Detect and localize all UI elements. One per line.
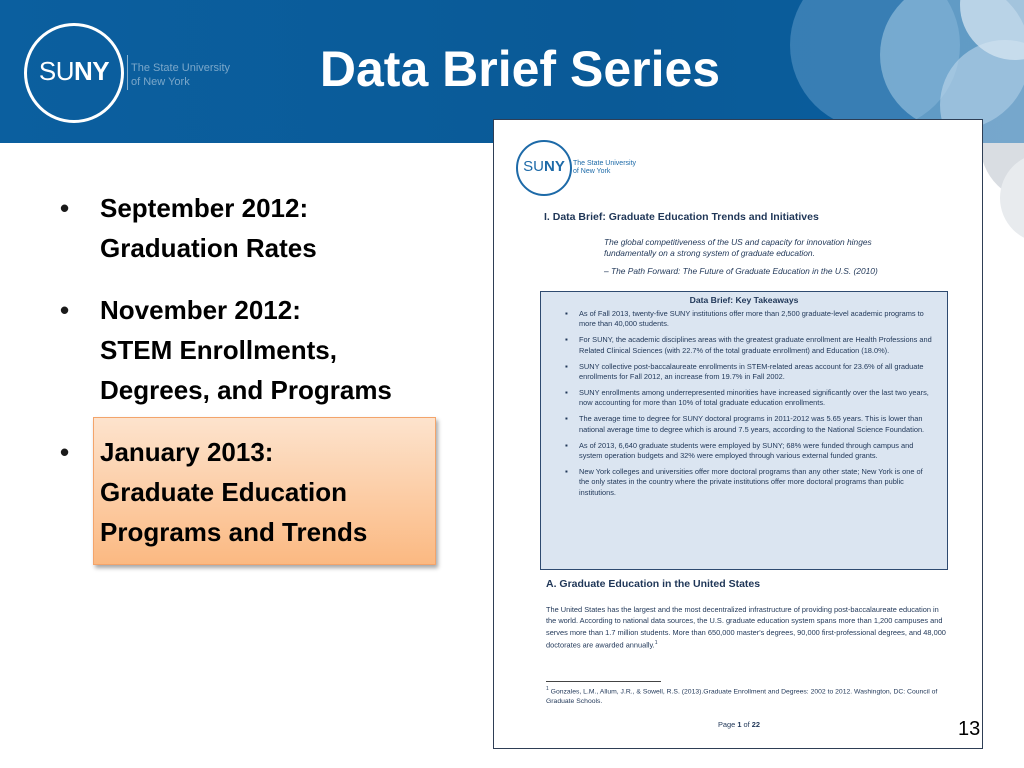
bullet-line: Degrees, and Programs bbox=[100, 375, 392, 405]
logo-subtitle-line2: of New York bbox=[131, 76, 190, 88]
slide-title: Data Brief Series bbox=[319, 41, 721, 97]
key-takeaway-item: ▪ As of Fall 2013, twenty-five SUNY institutions offer more than 2,500 graduate-level academic programs to more than 40,000 students. bbox=[565, 309, 933, 330]
bullet-line: November 2012: bbox=[100, 295, 301, 325]
key-takeaway-item: ▪ The average time to degree for SUNY doctoral programs in 2011-2012 was 5.65 years. This is lower than national average time to degree which is around 7.5 years, according to the National Science Foundation. bbox=[565, 414, 933, 435]
bullet-dot: • bbox=[60, 295, 70, 325]
doc-logo-text-main: SU bbox=[523, 158, 544, 175]
key-takeaway-item: ▪ New York colleges and universities offer more doctoral programs than any other state; New York is one of the only states in the country where the private institutions offer more doctoral programs than public institutions. bbox=[565, 467, 933, 498]
footnote-mark: 1 bbox=[546, 686, 549, 692]
bullet-line: Graduate Education bbox=[100, 477, 348, 507]
doc-heading: I. Data Brief: Graduate Education Trends and Initiatives bbox=[544, 211, 819, 223]
bullet-item bbox=[60, 290, 460, 410]
bullet-line: September 2012: bbox=[100, 193, 309, 223]
logo-text-bold: NY bbox=[74, 56, 110, 86]
doc-logo-text-bold: NY bbox=[544, 158, 565, 175]
bullet-list bbox=[60, 188, 460, 574]
doc-suny-logo bbox=[516, 158, 572, 175]
doc-page-indicator bbox=[494, 720, 983, 729]
logo-divider bbox=[127, 55, 128, 90]
key-takeaway-item: ▪ For SUNY, the academic disciplines areas with the greatest graduate enrollment are Health Professions and Related Clinical Sciences (with 22.7% of the total graduate enrollment) and Education (18.0%). bbox=[565, 335, 933, 356]
doc-section-heading: A. Graduate Education in the United States bbox=[546, 578, 761, 590]
logo-text-main: SU bbox=[38, 56, 74, 86]
document-thumbnail bbox=[493, 119, 983, 749]
bullet-line: Programs and Trends bbox=[100, 517, 368, 547]
doc-quote-source: – The Path Forward: The Future of Graduate Education in the U.S. (2010) bbox=[604, 266, 878, 276]
doc-paragraph bbox=[546, 604, 946, 651]
doc-logo-subtitle bbox=[573, 160, 636, 176]
doc-logo-divider bbox=[570, 160, 571, 176]
doc-footnote bbox=[546, 684, 946, 707]
key-takeaway-item: ▪ SUNY enrollments among underrepresented minorities have increased significantly over the last two years, now accounting for more than 10% of total graduate education enrollments. bbox=[565, 388, 933, 409]
doc-logo-subtitle-line1: The State University bbox=[573, 160, 637, 167]
key-takeaways-title: Data Brief: Key Takeaways bbox=[689, 295, 799, 305]
footnote-text: Gonzales, L.M., Allum, J.R., & Sowell, R.S. (2013).Graduate Enrollment and Degrees: 2002 to 2012. Washington, DC: Council of Graduate Schools. bbox=[546, 688, 938, 706]
bullet-line: STEM Enrollments, bbox=[100, 335, 337, 365]
key-takeaway-item: ▪ As of 2013, 6,640 graduate students were employed by SUNY; 68% were funded through campus and system operation budgets and 32% were employed through various external funded grants. bbox=[565, 441, 933, 462]
doc-logo-subtitle-line2: of New York bbox=[573, 168, 611, 175]
doc-paragraph-text: The United States has the largest and the most decentralized infrastructure of providing post-baccalaureate education in the world. According to national data sources, the U.S. graduate education system spans more than 1,200 campuses and serves more than 1.7 million students. More than 650,000 master's degrees, 90,000 first-professional degrees, and 48,000 doctorates are awarded annually. bbox=[546, 605, 946, 650]
bullet-dot: • bbox=[60, 193, 70, 223]
bullet-item-highlighted bbox=[60, 432, 460, 552]
key-takeaway-item: ▪ SUNY collective post-baccalaureate enrollments in STEM-related areas account for 23.6% of all graduate enrollments for Fall 2012, an increase from 19.7% in Fall 2002. bbox=[565, 362, 933, 383]
footnote-rule bbox=[546, 681, 661, 682]
key-takeaways-list bbox=[541, 309, 947, 498]
suny-logo bbox=[34, 56, 114, 87]
bullet-line: January 2013: bbox=[100, 437, 274, 467]
bullet-line: Graduation Rates bbox=[100, 233, 317, 263]
footnote-ref: 1 bbox=[654, 639, 658, 646]
doc-quote-text: The global competitiveness of the US and capacity for innovation hinges fundamentally on a strong system of graduate education. bbox=[604, 237, 872, 258]
logo-subtitle-line1: The State University bbox=[131, 62, 231, 74]
page-current: 1 bbox=[737, 720, 742, 729]
page-label: Page bbox=[718, 720, 736, 729]
slide-number: 13 bbox=[958, 718, 981, 740]
bullet-item bbox=[60, 188, 460, 268]
key-takeaways-box bbox=[540, 291, 948, 570]
page-of: of bbox=[743, 720, 750, 729]
bullet-dot: • bbox=[60, 437, 70, 467]
logo-subtitle bbox=[131, 61, 230, 89]
doc-quote bbox=[604, 237, 904, 277]
page-total: 22 bbox=[751, 720, 760, 729]
